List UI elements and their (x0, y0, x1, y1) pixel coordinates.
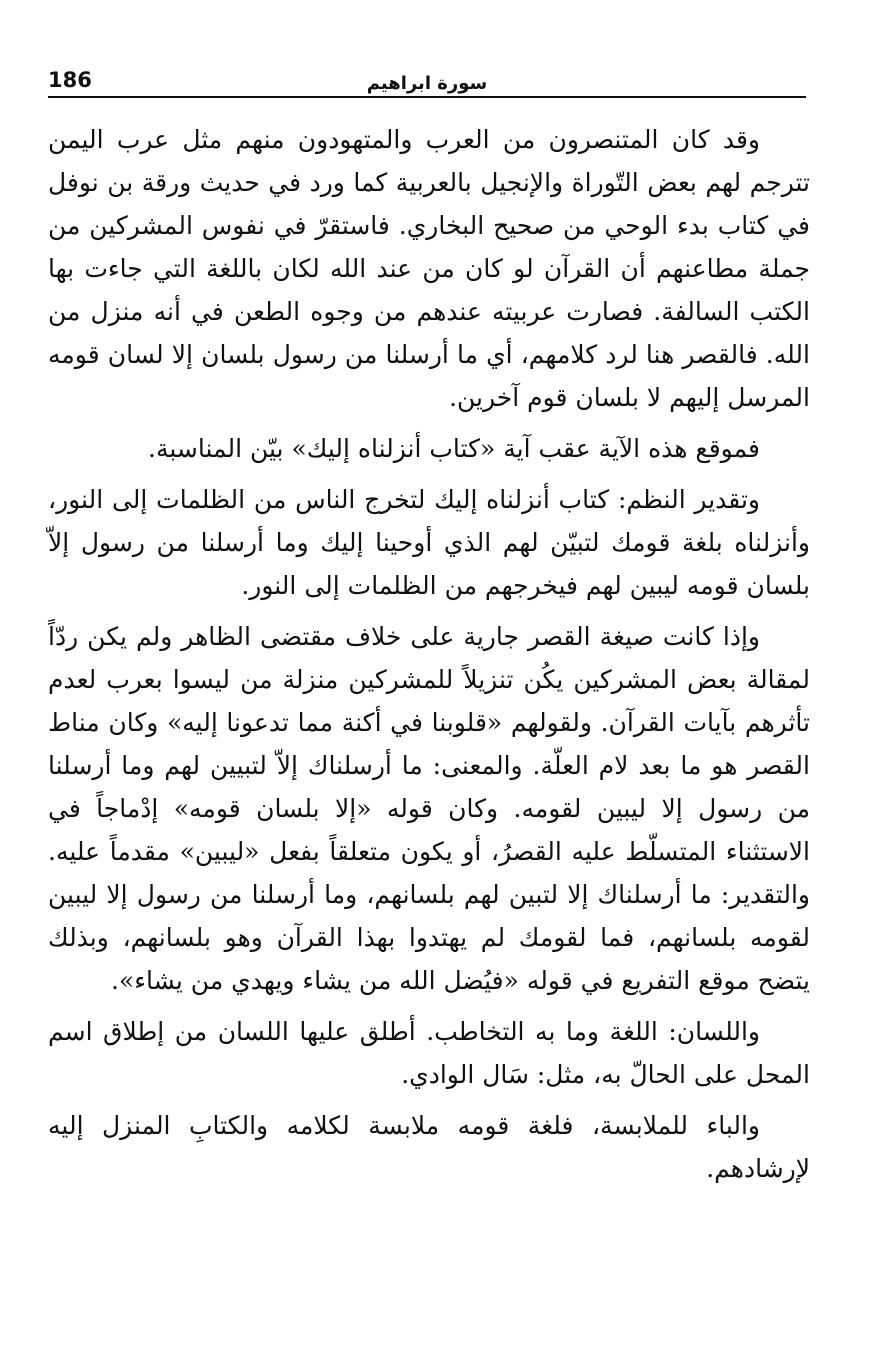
page-header (48, 62, 806, 98)
page-body (48, 118, 810, 1190)
paragraph-2: فموقع هذه الآية عقب آية «كتاب أنزلناه إليك» بيّن المناسبة. (148, 434, 760, 463)
paragraph-4: وإذا كانت صيغة القصر جارية على خلاف مقتضى الظاهر ولم يكن ردّاً لمقالة بعض المشركين يكُن تنزيلاً للمشركين منزلة من ليسوا بعرب لعدم تأثرهم بآيات القرآن. ولقولهم «قلوبنا في أكنة مما تدعونا إليه» وكان مناط القصر هو ما بعد لام العلّة. والمعنى: ما أرسلناك إلاّ لتبيين لهم وما أرسلنا من رسول إلا ليبين لقومه. وكان قوله «إلا بلسان قومه» إدْماجاً في الاستثناء المتسلّط عليه القصرُ، أو يكون متعلقاً بفعل «ليبين» مقدماً عليه. والتقدير: ما أرسلناك إلا لتبين لهم بلسانهم، وما أرسلنا من رسول إلا ليبين لقومه بلسانهم، فما لقومك لم يهتدوا بهذا القرآن وهو بلسانهم، وبذلك يتضح موقع التفريع في قوله «فيُضل الله من يشاء ويهدي من يشاء». (48, 622, 810, 995)
surah-title: سورة ابراهيم (366, 73, 488, 94)
paragraph-1: وقد كان المتنصرون من العرب والمتهودون منهم مثل عرب اليمن تترجم لهم بعض التّوراة والإنجيل بالعربية كما ورد في حديث ورقة بن نوفل في كتاب بدء الوحي من صحيح البخاري. فاستقرّ في نفوس المشركين من جملة مطاعنهم أن القرآن لو كان من عند الله لكان باللغة التي جاءت بها الكتب السالفة. فصارت عربيته عندهم من وجوه الطعن في أنه منزل من الله. فالقصر هنا لرد كلامهم، أي ما أرسلنا من رسول بلسان إلا لسان قومه المرسل إليهم لا بلسان قوم آخرين. (48, 125, 810, 412)
paragraph-3: وتقدير النظم: كتاب أنزلناه إليك لتخرج الناس من الظلمات إلى النور، وأنزلناه بلغة قومك لتبيّن لهم الذي أوحينا إليك وما أرسلنا من رسول إلاّ بلسان قومه ليبين لهم فيخرجهم من الظلمات إلى النور. (48, 485, 810, 600)
paragraph-5: واللسان: اللغة وما به التخاطب. أطلق عليها اللسان من إطلاق اسم المحل على الحالّ به، مثل: سَال الوادي. (48, 1017, 810, 1089)
page-number: 186 (48, 68, 92, 92)
paragraph-6: والباء للملابسة، فلغة قومه ملابسة لكلامه والكتابِ المنزل إليه لإرشادهم. (48, 1111, 810, 1183)
